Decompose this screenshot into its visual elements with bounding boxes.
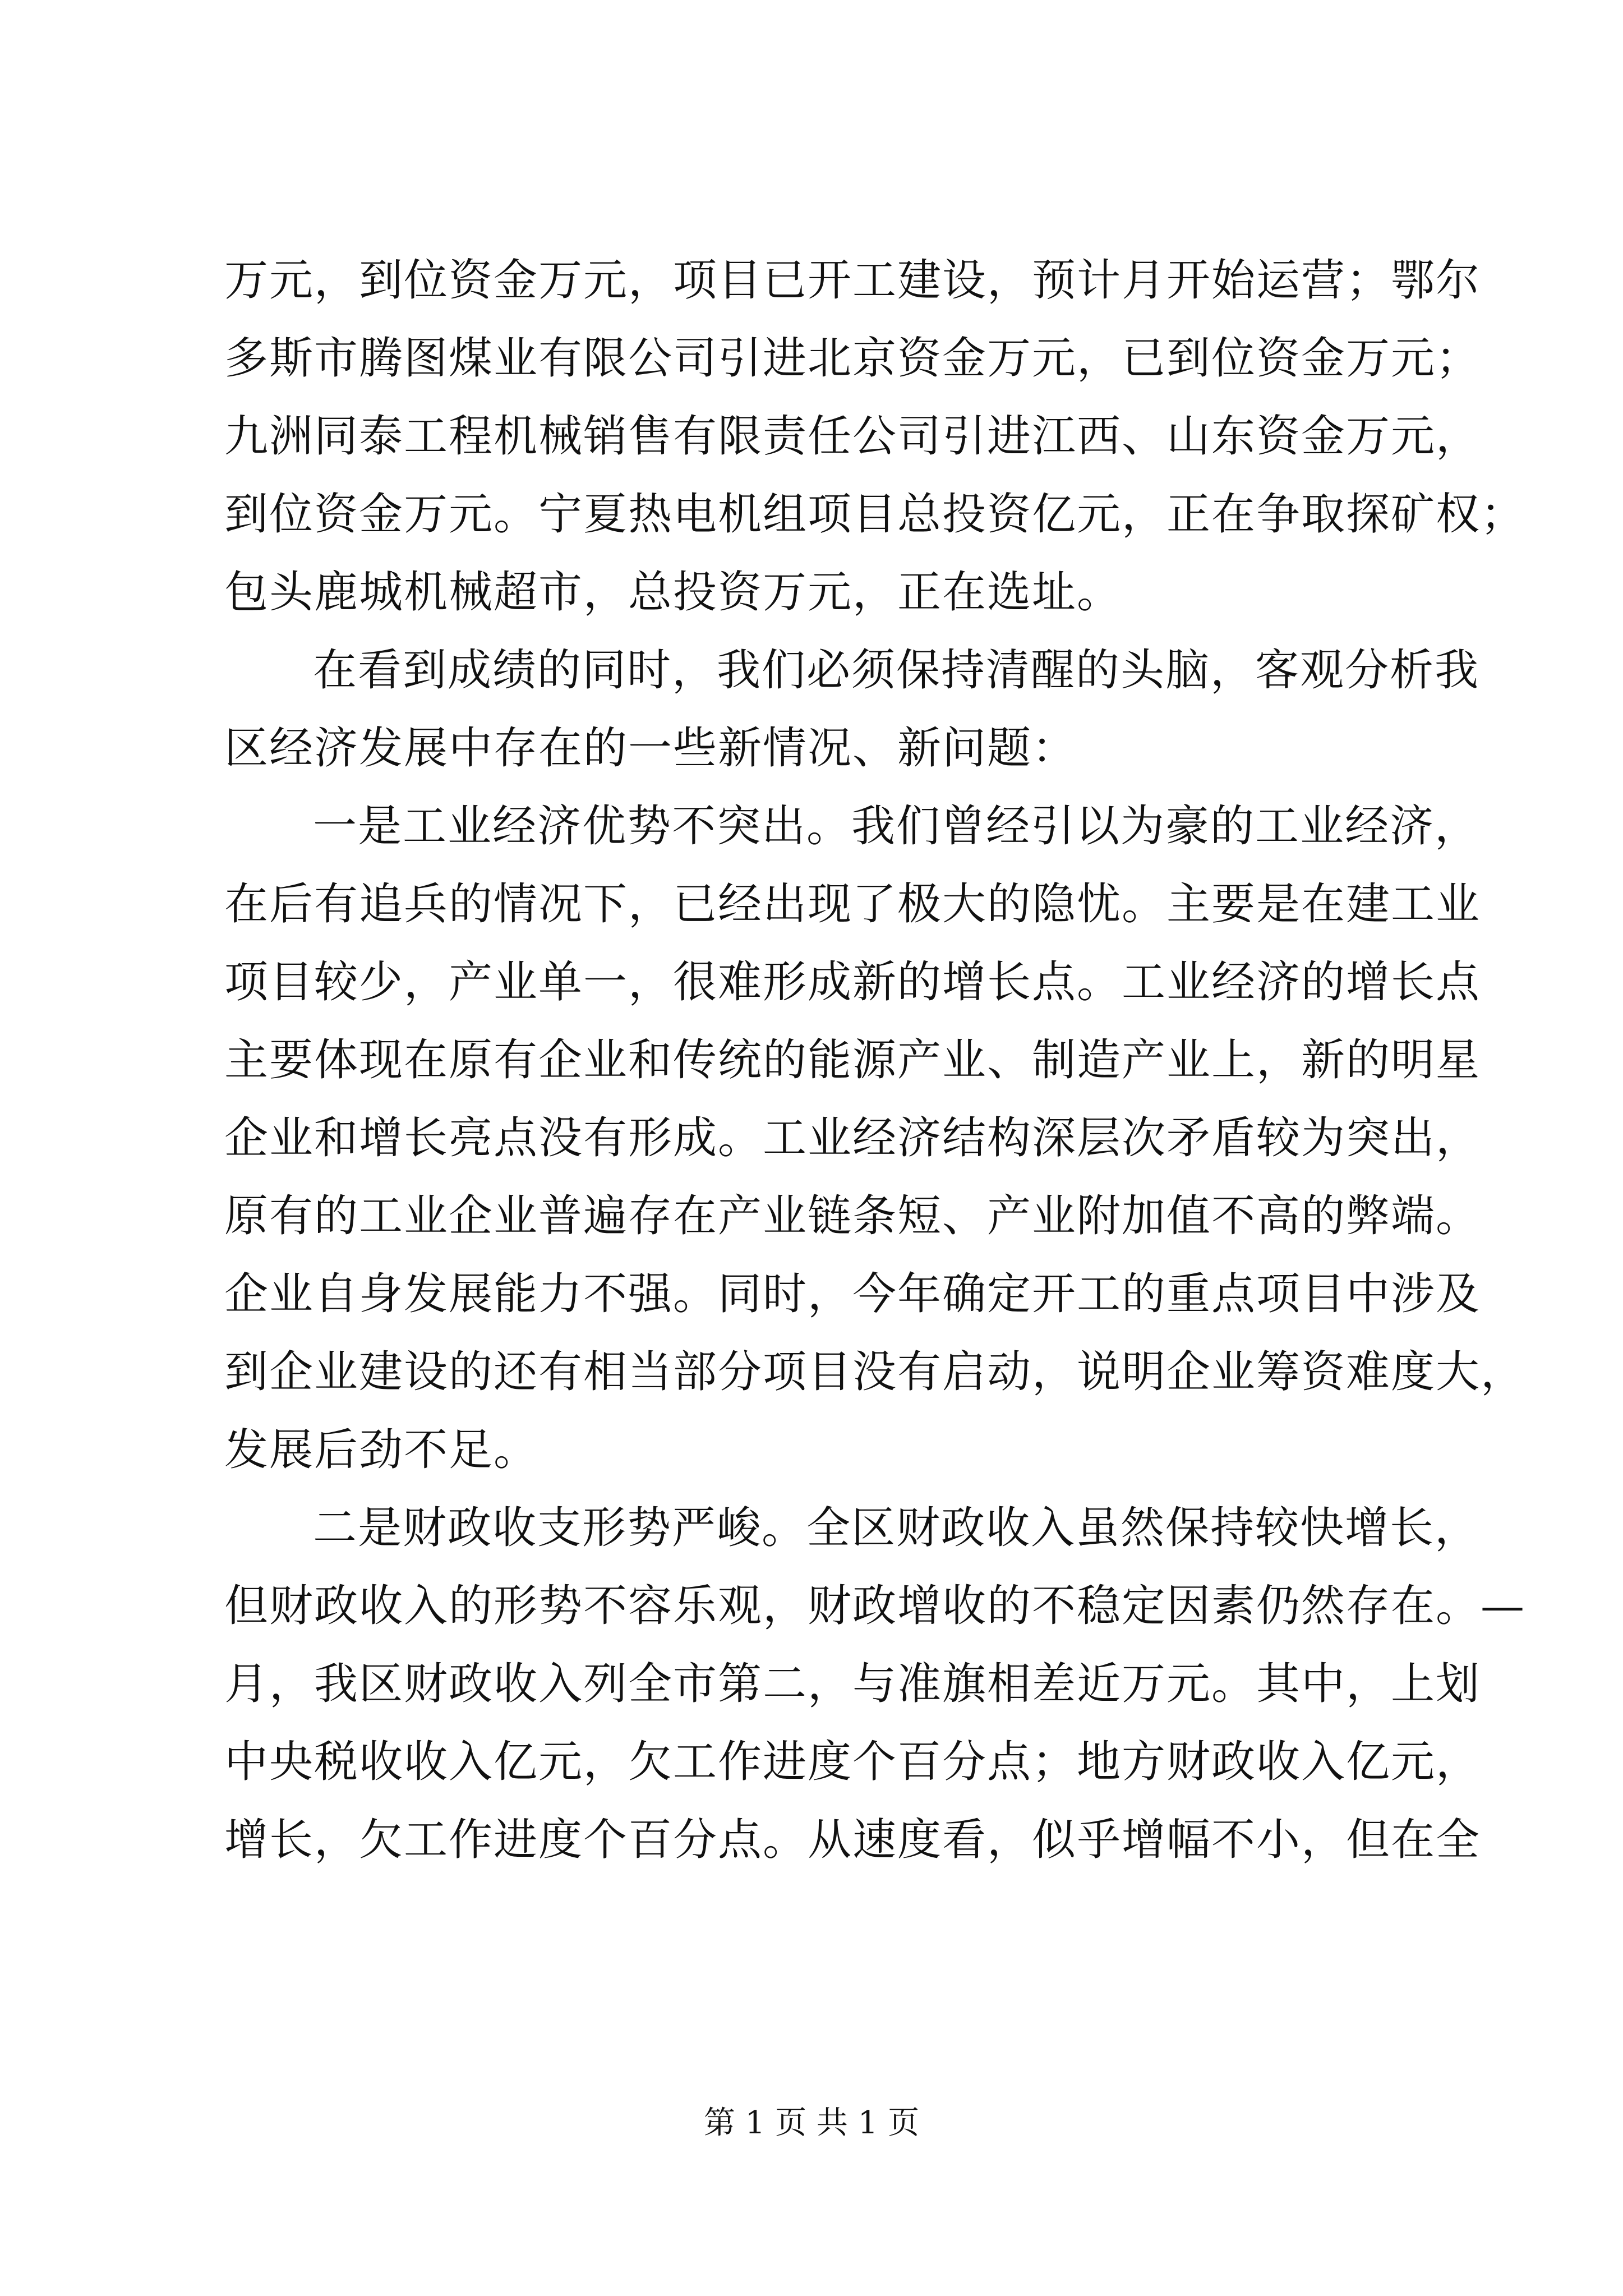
text-line: 增长，欠工作进度个百分点。从速度看，似乎增幅不小，但在全 [224, 1815, 1481, 1865]
text-line: 到企业建设的还有相当部分项目没有启动，说明企业筹资难度大， [224, 1347, 1526, 1397]
text-line: 多斯市腾图煤业有限公司引进北京资金万元，已到位资金万元； [224, 333, 1481, 384]
text-line: 企业自身发展能力不强。同时，今年确定开工的重点项目中涉及 [224, 1269, 1481, 1319]
page-footer: 第 1 页 共 1 页 [703, 2105, 920, 2141]
text-line: 但财政收入的形势不容乐观，财政增收的不稳定因素仍然存在。— [224, 1581, 1526, 1631]
text-line: 万元，到位资金万元，项目已开工建设，预计月开始运营；鄂尔 [224, 255, 1481, 306]
paragraph-first-line: 在看到成绩的同时，我们必须保持清醒的头脑，客观分析我 [313, 645, 1480, 696]
text-line: 月，我区财政收入列全市第二，与准旗相差近万元。其中，上划 [224, 1659, 1481, 1709]
text-line: 发展后劲不足。 [224, 1425, 539, 1475]
text-line: 到位资金万元。宁夏热电机组项目总投资亿元，正在争取探矿权； [224, 489, 1526, 540]
text-line: 原有的工业企业普遍存在产业链条短、产业附加值不高的弊端。 [224, 1191, 1481, 1241]
text-line: 企业和增长亮点没有形成。工业经济结构深层次矛盾较为突出， [224, 1113, 1481, 1163]
text-line: 主要体现在原有企业和传统的能源产业、制造产业上，新的明星 [224, 1035, 1481, 1085]
paragraph-first-line: 一是工业经济优势不突出。我们曾经引以为豪的工业经济， [313, 801, 1480, 852]
text-line: 包头鹿城机械超市，总投资万元，正在选址。 [224, 567, 1122, 618]
text-line: 中央税收收入亿元，欠工作进度个百分点；地方财政收入亿元， [224, 1737, 1481, 1787]
text-line: 项目较少，产业单一，很难形成新的增长点。工业经济的增长点 [224, 957, 1481, 1007]
text-line: 九洲同泰工程机械销售有限责任公司引进江西、山东资金万元， [224, 411, 1481, 462]
paragraph-first-line: 二是财政收支形势严峻。全区财政收入虽然保持较快增长， [313, 1503, 1480, 1553]
text-line: 在后有追兵的情况下，已经出现了极大的隐忧。主要是在建工业 [224, 879, 1481, 930]
text-line: 区经济发展中存在的一些新情况、新问题： [224, 723, 1077, 774]
